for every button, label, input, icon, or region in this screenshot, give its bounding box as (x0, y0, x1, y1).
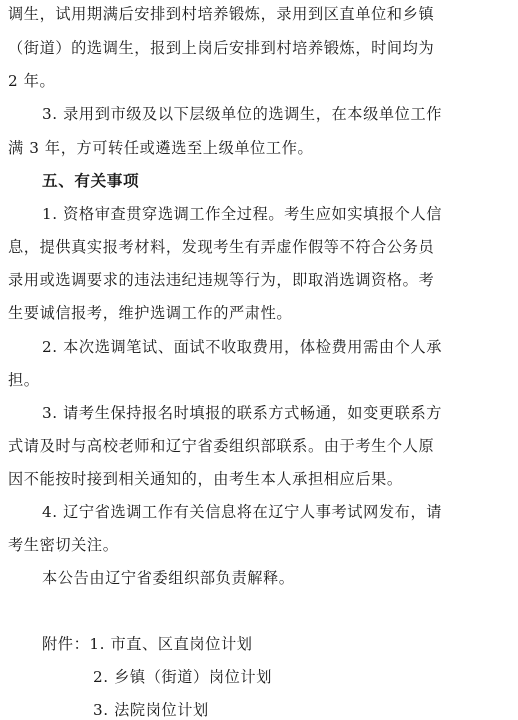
text-line-8: 息，提供真实报考材料，发现考生有弄虚作假等不符合公务员 (8, 238, 435, 256)
attachment-item-2: 2. 乡镇（街道）岗位计划 (93, 668, 272, 686)
text-line-15: 因不能按时接到相关通知的，由考生本人承担相应后果。 (8, 470, 403, 488)
text-line-10: 生要诚信报考，维护选调工作的严肃性。 (8, 304, 293, 322)
attachment-item-1: 附件：1. 市直、区直岗位计划 (42, 635, 253, 653)
text-line-13: 3. 请考生保持报名时填报的联系方式畅通，如变更联系方 (42, 404, 443, 422)
text-line-11: 2. 本次选调笔试、面试不收取费用，体检费用需由个人承 (42, 338, 443, 356)
text-line-7: 1. 资格审查贯穿选调工作全过程。考生应如实填报个人信 (42, 205, 443, 223)
text-line-9: 录用或选调要求的违法违纪违规等行为，即取消选调资格。考 (8, 271, 435, 289)
section-heading: 五、有关事项 (42, 172, 140, 190)
text-line-4: 3. 录用到市级及以下层级单位的选调生，在本级单位工作 (42, 105, 443, 123)
text-line-18: 本公告由辽宁省委组织部负责解释。 (42, 569, 295, 587)
text-line-16: 4. 辽宁省选调工作有关信息将在辽宁人事考试网发布，请 (42, 503, 443, 521)
text-line-3: 2 年。 (8, 72, 56, 90)
text-line-2: （街道）的选调生，报到上岗后安排到村培养锻炼，时间均为 (8, 39, 435, 57)
text-line-14: 式请及时与高校老师和辽宁省委组织部联系。由于考生个人原 (8, 437, 435, 455)
text-line-5: 满 3 年，方可转任或遴选至上级单位工作。 (8, 139, 314, 157)
attachment-item-3: 3. 法院岗位计划 (93, 701, 209, 719)
text-line-17: 考生密切关注。 (8, 536, 119, 554)
text-line-1: 调生，试用期满后安排到村培养锻炼，录用到区直单位和乡镇 (8, 5, 435, 23)
text-line-12: 担。 (8, 371, 40, 389)
